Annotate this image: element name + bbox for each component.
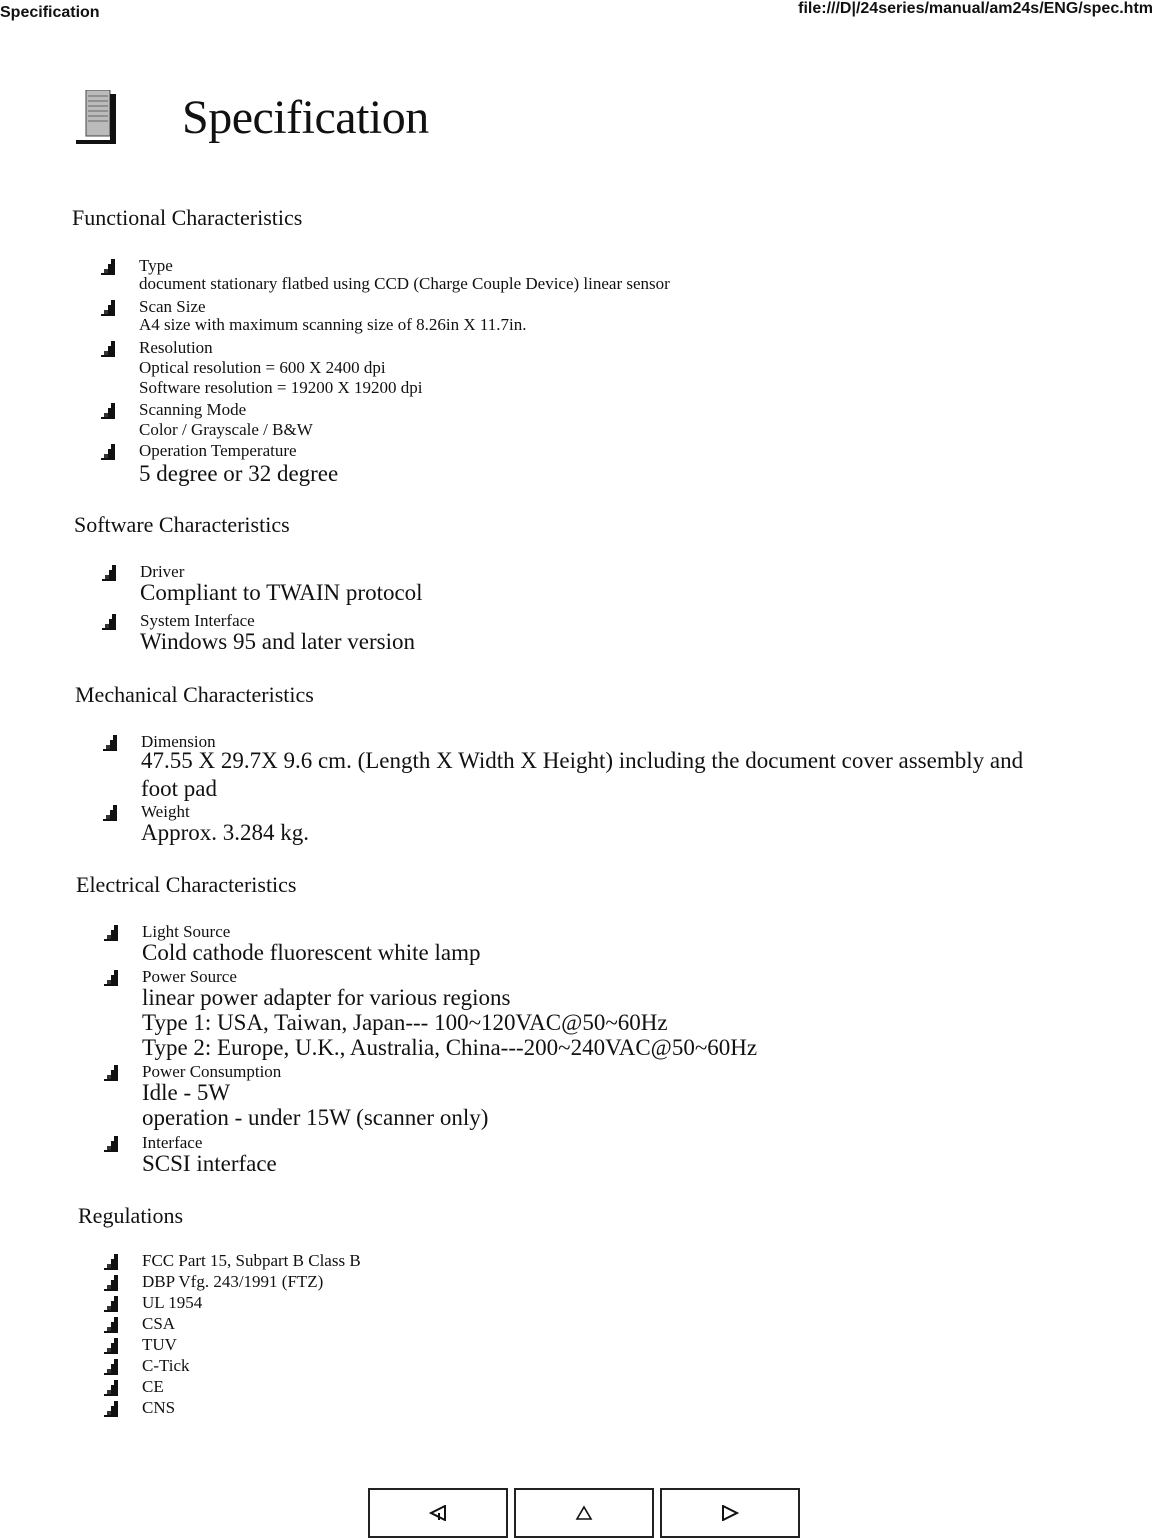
document-bullet-icon bbox=[104, 1136, 120, 1152]
spec-value: A4 size with maximum scanning size of 8.26in X 11.7in. bbox=[139, 315, 527, 334]
document-bullet-icon bbox=[104, 1254, 120, 1270]
regulation-label: UL 1954 bbox=[142, 1293, 203, 1312]
regulation-label: CE bbox=[142, 1377, 164, 1396]
regulation-label: CSA bbox=[142, 1314, 176, 1333]
prev-arrow-icon bbox=[429, 1505, 447, 1521]
spec-value: Color / Grayscale / B&W bbox=[139, 420, 313, 439]
section-title-regulations: Regulations bbox=[78, 1203, 184, 1228]
section-title-electrical: Electrical Characteristics bbox=[76, 872, 297, 897]
spec-label: Light Source bbox=[142, 922, 231, 941]
spec-value: Compliant to TWAIN protocol bbox=[140, 580, 423, 605]
regulation-label: TUV bbox=[142, 1335, 177, 1354]
section-title-software: Software Characteristics bbox=[74, 512, 290, 537]
spec-value: Software resolution = 19200 X 19200 dpi bbox=[139, 378, 423, 397]
document-bullet-icon bbox=[104, 1065, 120, 1081]
spec-label: Resolution bbox=[139, 338, 213, 357]
spec-label: Dimension bbox=[141, 732, 216, 751]
document-bullet-icon bbox=[104, 970, 120, 986]
spec-label: System Interface bbox=[140, 611, 255, 630]
document-bullet-icon bbox=[104, 1401, 120, 1417]
spec-label: Type bbox=[139, 256, 173, 275]
spec-label: Driver bbox=[140, 562, 185, 581]
next-arrow-icon bbox=[721, 1505, 739, 1521]
page-title: Specification bbox=[182, 91, 429, 144]
print-header bbox=[0, 0, 1161, 28]
spec-value: Cold cathode fluorescent white lamp bbox=[142, 940, 481, 965]
document-bullet-icon bbox=[101, 403, 117, 419]
spec-value: Optical resolution = 600 X 2400 dpi bbox=[139, 358, 386, 377]
spec-value: Windows 95 and later version bbox=[140, 629, 416, 654]
document-bullet-icon bbox=[102, 565, 118, 581]
up-arrow-icon bbox=[575, 1505, 593, 1521]
spec-value: SCSI interface bbox=[142, 1151, 277, 1176]
spec-label: Operation Temperature bbox=[139, 441, 297, 460]
spec-label: Interface bbox=[142, 1133, 203, 1152]
spec-value: operation - under 15W (scanner only) bbox=[142, 1105, 489, 1130]
spec-label: Scan Size bbox=[139, 297, 206, 316]
header-title: Specification bbox=[0, 4, 100, 21]
spec-label: Power Source bbox=[142, 967, 237, 986]
spec-value: Type 2: Europe, U.K., Australia, China---200~240VAC@50~60Hz bbox=[142, 1035, 758, 1060]
spec-value: document stationary flatbed using CCD (Charge Couple Device) linear sensor bbox=[139, 274, 670, 293]
prev-page-button[interactable] bbox=[368, 1488, 508, 1538]
document-bullet-icon bbox=[104, 1317, 120, 1333]
document-bullet-icon bbox=[104, 1380, 120, 1396]
document-bullet-icon bbox=[104, 1338, 120, 1354]
regulation-label: C-Tick bbox=[142, 1356, 190, 1375]
document-bullet-icon bbox=[101, 300, 117, 316]
document-bullet-icon bbox=[101, 259, 117, 275]
document-bullet-icon bbox=[101, 444, 117, 460]
section-title-functional: Functional Characteristics bbox=[72, 205, 303, 230]
next-page-button[interactable] bbox=[660, 1488, 800, 1538]
document-bullet-icon bbox=[104, 1359, 120, 1375]
document-bullet-icon bbox=[104, 1275, 120, 1291]
spec-value: linear power adapter for various regions bbox=[142, 985, 511, 1010]
up-page-button[interactable] bbox=[514, 1488, 654, 1538]
document-bullet-icon bbox=[104, 1296, 120, 1312]
document-bullet-icon bbox=[103, 735, 119, 751]
spec-value: Type 1: USA, Taiwan, Japan--- 100~120VAC@50~60Hz bbox=[142, 1010, 668, 1035]
document-icon bbox=[76, 90, 120, 148]
spec-value: foot pad bbox=[141, 776, 218, 801]
regulation-label: CNS bbox=[142, 1398, 176, 1417]
spec-value: 47.55 X 29.7X 9.6 cm. (Length X Width X Height) including the document cover assembly and bbox=[141, 748, 1024, 773]
spec-value: 5 degree or 32 degree bbox=[139, 461, 339, 486]
regulation-label: FCC Part 15, Subpart B Class B bbox=[142, 1251, 361, 1270]
regulation-label: DBP Vfg. 243/1991 (FTZ) bbox=[142, 1272, 324, 1291]
document-bullet-icon bbox=[101, 341, 117, 357]
document-bullet-icon bbox=[104, 925, 120, 941]
header-path: file:///D|/24series/manual/am24s/ENG/spec.htm bbox=[798, 0, 1153, 17]
document-bullet-icon bbox=[102, 614, 118, 630]
spec-label: Weight bbox=[141, 802, 190, 821]
spec-value: Idle - 5W bbox=[142, 1080, 231, 1105]
spec-label: Power Consumption bbox=[142, 1062, 282, 1081]
spec-label: Scanning Mode bbox=[139, 400, 247, 419]
spec-value: Approx. 3.284 kg. bbox=[141, 820, 310, 845]
document-bullet-icon bbox=[103, 805, 119, 821]
section-title-mechanical: Mechanical Characteristics bbox=[75, 682, 314, 707]
